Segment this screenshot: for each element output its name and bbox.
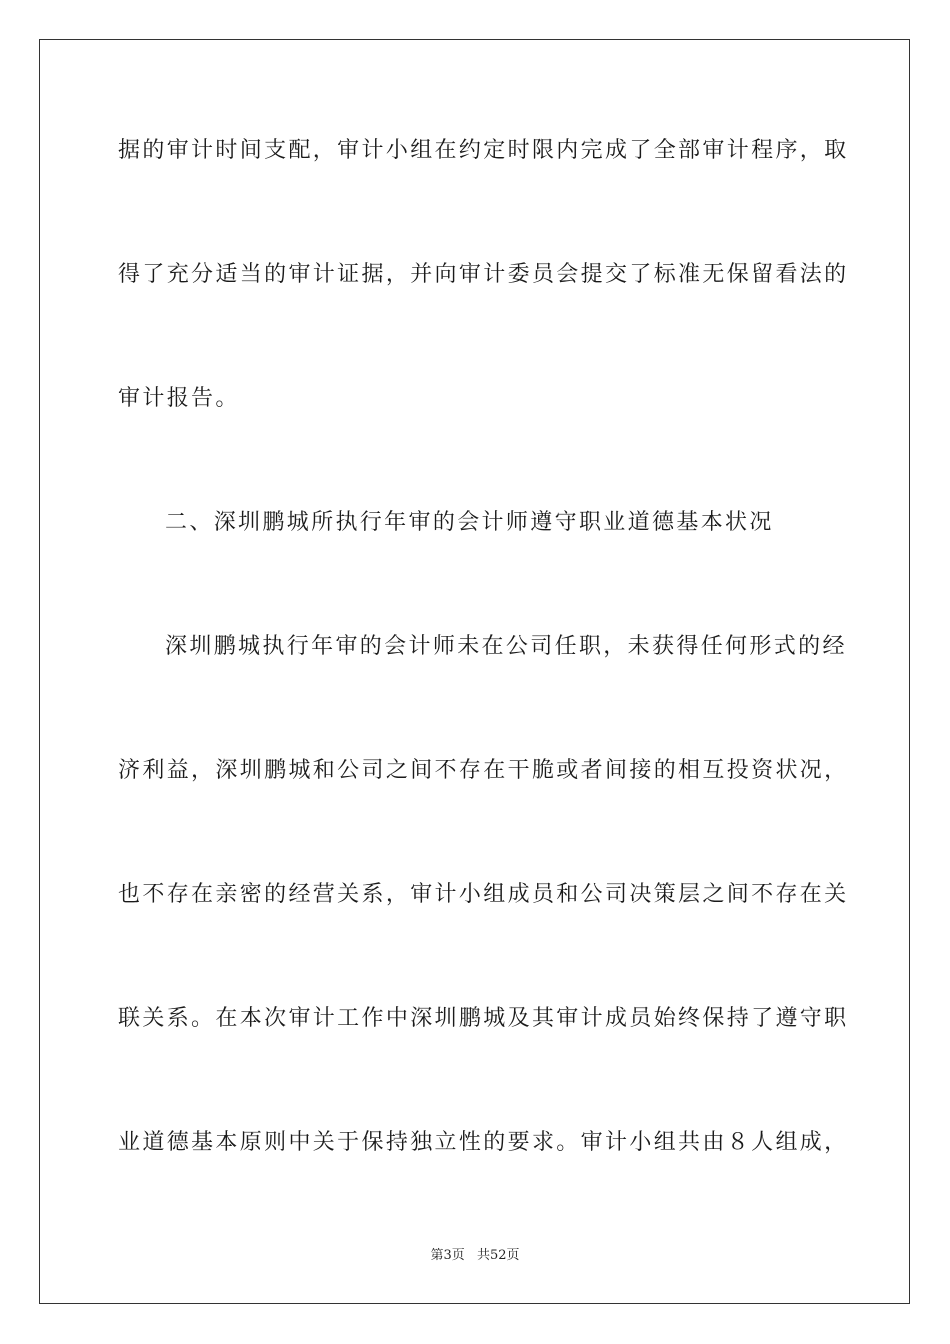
section-heading: 二、深圳鹏城所执行年审的会计师遵守职业道德基本状况: [165, 510, 774, 535]
paragraph-line-8: 联关系。在本次审计工作中深圳鹏城及其审计成员始终保持了遵守职: [118, 1006, 849, 1031]
paragraph-line-1: 据的审计时间支配，审计小组在约定时限内完成了全部审计程序，取: [118, 138, 849, 163]
page-footer: [0, 1247, 950, 1265]
paragraph-line-5: 深圳鹏城执行年审的会计师未在公司任职，未获得任何形式的经: [165, 634, 847, 659]
page-number: 第3页: [430, 1248, 465, 1263]
paragraph-line-7: 也不存在亲密的经营关系，审计小组成员和公司决策层之间不存在关: [118, 882, 849, 907]
page-border: [39, 39, 910, 1304]
paragraph-line-6: 济利益，深圳鹏城和公司之间不存在干脆或者间接的相互投资状况，: [118, 758, 849, 783]
paragraph-line-3: 审计报告。: [118, 386, 240, 411]
paragraph-line-2: 得了充分适当的审计证据，并向审计委员会提交了标准无保留看法的: [118, 262, 849, 287]
total-pages: 共52页: [476, 1248, 520, 1263]
paragraph-line-9: 业道德基本原则中关于保持独立性的要求。审计小组共由８人组成，: [118, 1130, 849, 1155]
